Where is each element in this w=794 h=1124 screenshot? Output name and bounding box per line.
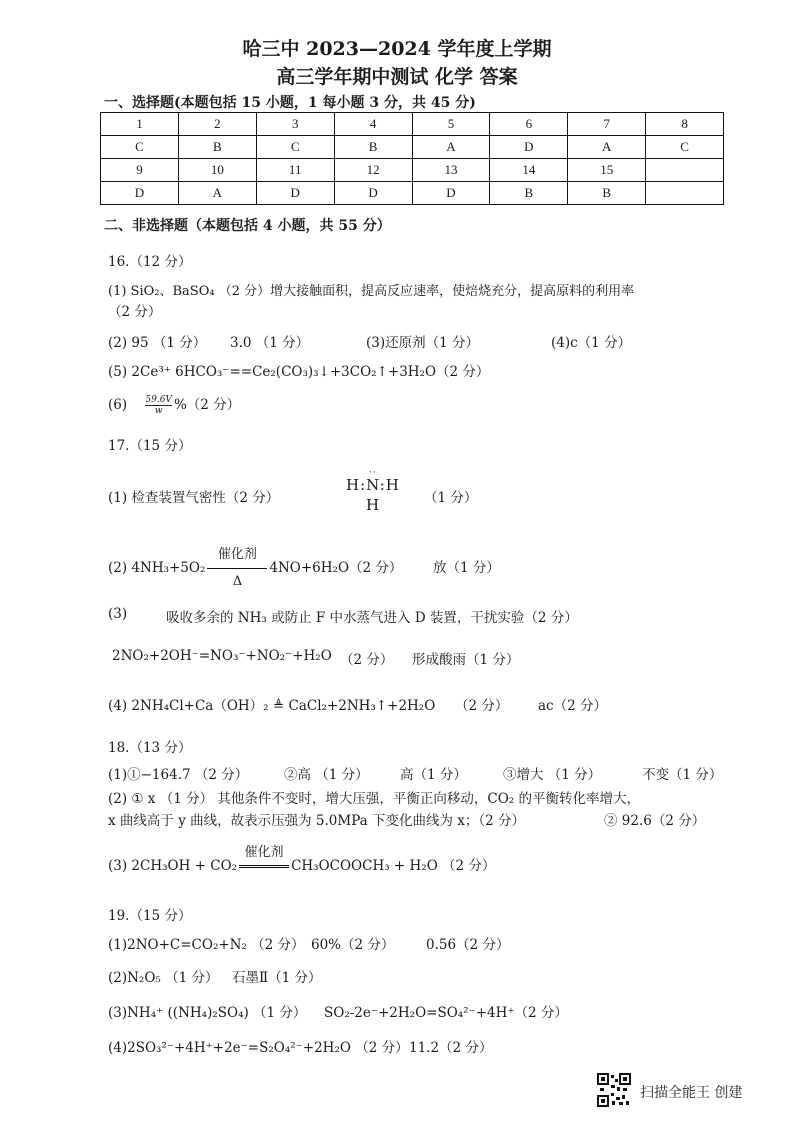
q17-answer-3-equation: 2NO₂+2OH⁻=NO₃⁻+NO₂⁻+H₂O	[112, 648, 332, 664]
fraction	[145, 395, 172, 416]
table-row	[101, 136, 724, 159]
section-heading-multiple-choice: 一、选择题(本题包括 15 小题，1 每小题 3 分，共 45 分)	[104, 95, 476, 111]
q17-answer-4: (4) 2NH₄Cl+Ca（OH）₂ ≜ CaCl₂+2NH₃↑+2H₂O	[108, 698, 436, 714]
table-cell	[646, 159, 724, 182]
q17-answer-2-reactants: (2) 4NH₃+5O₂	[108, 560, 206, 576]
q17-answer-3-acid-rain: 形成酸雨（1 分）	[412, 652, 520, 668]
q17-answer-1-score: （1 分）	[424, 490, 478, 506]
table-cell: C	[646, 136, 724, 159]
q18-answer-2: (2) ① x （1 分） 其他条件不变时，增大压强，平衡正向移动，CO₂ 的平衡转化率增大，	[108, 791, 640, 807]
table-cell: 2	[178, 113, 256, 136]
q16-answer-1: (1) SiO₂、BaSO₄ （2 分）增大接触面积，提高反应速率，使焙烧充分，提高原料的利用率	[108, 284, 635, 299]
ammonia-lewis-structure	[346, 470, 406, 520]
answer-table	[100, 112, 724, 205]
q19-answer-2a: (2)N₂O₅ （1 分）	[108, 970, 219, 986]
q19-answer-4a: (4)2SO₃²⁻+4H⁺+2e⁻=S₂O₄²⁻+2H₂O （2 分）	[108, 1040, 409, 1056]
table-cell: 8	[646, 113, 724, 136]
q17-answer-4-score: （2 分）	[455, 698, 509, 714]
table-cell: 14	[490, 159, 568, 182]
table-cell: D	[256, 182, 334, 205]
q17-answer-2	[108, 547, 403, 589]
q18-answer-3-products: CH₃OCOOCH₃ + H₂O （2 分）	[291, 858, 496, 874]
table-cell: B	[490, 182, 568, 205]
q18-answer-1b: ②高 （1 分）	[284, 767, 369, 783]
table-row	[101, 159, 724, 182]
table-cell: 15	[568, 159, 646, 182]
table-cell: C	[101, 136, 179, 159]
q18-answer-1a: (1)①−164.7 （2 分）	[108, 767, 249, 783]
fraction-denominator: w	[154, 406, 163, 416]
table-cell: 9	[101, 159, 179, 182]
table-cell: 13	[412, 159, 490, 182]
q18-answer-1c: 高（1 分）	[400, 767, 467, 783]
table-cell: 1	[101, 113, 179, 136]
lone-pair-dots: ··	[369, 468, 377, 478]
reaction-arrow	[237, 845, 291, 874]
q17-answer-3-score: （2 分）	[340, 652, 394, 668]
reaction-arrow	[205, 547, 269, 589]
table-cell: B	[178, 136, 256, 159]
fraction-numerator: 59.6V	[145, 395, 172, 405]
question-17-heading: 17.（15 分）	[108, 438, 192, 454]
table-cell: A	[412, 136, 490, 159]
q17-answer-3: 吸收多余的 NH₃ 或防止 F 中水蒸气进入 D 装置，干扰实验（2 分）	[166, 610, 578, 626]
lewis-row: H:N:H	[346, 476, 400, 494]
table-cell: C	[256, 136, 334, 159]
table-cell: D	[412, 182, 490, 205]
catalyst-label: 催化剂	[217, 547, 257, 562]
table-cell: A	[568, 136, 646, 159]
q19-answer-1b: 60%（2 分）	[311, 937, 395, 953]
table-cell: B	[568, 182, 646, 205]
heat-label: Δ	[232, 574, 243, 589]
table-cell: 6	[490, 113, 568, 136]
table-cell: 12	[334, 159, 412, 182]
table-row	[101, 182, 724, 205]
q17-answer-2-products: 4NO+6H₂O（2 分）	[269, 560, 403, 576]
q16-answer-3: (3)还原剂（1 分）	[366, 335, 480, 351]
q17-answer-2b: 放（1 分）	[433, 560, 500, 576]
q19-answer-3b: SO₂-2e⁻+2H₂O=SO₄²⁻+4H⁺（2 分）	[324, 1005, 568, 1021]
table-row	[101, 113, 724, 136]
q16-answer-4: (4)c（1 分）	[551, 335, 632, 351]
q18-answer-3	[108, 845, 496, 874]
table-cell	[646, 182, 724, 205]
q17-answer-4b: ac（2 分）	[538, 698, 607, 714]
table-cell: B	[334, 136, 412, 159]
q16-answer-2a: (2) 95 （1 分）	[108, 335, 207, 351]
q18-answer-3-reactants: (3) 2CH₃OH + CO₂	[108, 858, 238, 874]
table-cell: D	[490, 136, 568, 159]
section-heading-non-multiple-choice: 二、非选择题（本题包括 4 小题，共 55 分）	[104, 218, 391, 234]
page-title: 哈三中 2023—2024 学年度上学期	[242, 38, 552, 60]
q19-answer-3a: (3)NH₄⁺ ((NH₄)₂SO₄) （1 分）	[108, 1005, 307, 1021]
q19-answer-1c: 0.56（2 分）	[426, 937, 510, 953]
question-18-heading: 18.（13 分）	[108, 740, 192, 756]
q16-answer-6	[108, 393, 240, 416]
table-cell: 5	[412, 113, 490, 136]
table-cell: 11	[256, 159, 334, 182]
q16-answer-6-score: %（2 分）	[173, 397, 241, 413]
table-cell: 7	[568, 113, 646, 136]
q19-answer-2b: 石墨Ⅱ（1 分）	[232, 970, 322, 986]
table-cell: D	[101, 182, 179, 205]
q18-answer-2b: ② 92.6（2 分）	[604, 813, 706, 829]
question-16-heading: 16.（12 分）	[108, 254, 192, 270]
table-cell: D	[334, 182, 412, 205]
q17-answer-3-label: (3)	[108, 606, 128, 622]
catalyst-label: 催化剂	[244, 845, 284, 860]
q18-answer-2-cont: x 曲线高于 y 曲线，故表示压强为 5.0MPa 下变化曲线为 x；（2 分）	[108, 813, 526, 829]
q16-answer-5: (5) 2Ce³⁺ 6HCO₃⁻==Ce₂(CO₃)₃↓+3CO₂↑+3H₂O（2 分）	[108, 364, 490, 380]
table-cell: 10	[178, 159, 256, 182]
question-19-heading: 19.（15 分）	[108, 908, 192, 924]
scanner-watermark: 扫描全能王 创建	[640, 1085, 743, 1101]
page-subtitle: 高三学年期中测试 化学 答案	[276, 66, 518, 88]
q17-answer-1: (1) 检查装置气密性（2 分）	[108, 490, 280, 506]
q19-answer-1a: (1)2NO+C=CO₂+N₂ （2 分）	[108, 937, 305, 953]
q18-answer-1d: ③增大 （1 分）	[503, 767, 602, 783]
q16-answer-1-score: （2 分）	[108, 304, 162, 320]
table-cell: 3	[256, 113, 334, 136]
qr-code-icon	[597, 1073, 631, 1107]
q18-answer-1e: 不变（1 分）	[642, 767, 723, 783]
q16-answer-6-label: (6)	[108, 397, 128, 413]
table-cell: A	[178, 182, 256, 205]
table-cell: 4	[334, 113, 412, 136]
lewis-bottom-h: H	[366, 496, 380, 514]
q16-answer-2b: 3.0 （1 分）	[230, 335, 310, 351]
q19-answer-4b: 11.2（2 分）	[409, 1040, 493, 1056]
